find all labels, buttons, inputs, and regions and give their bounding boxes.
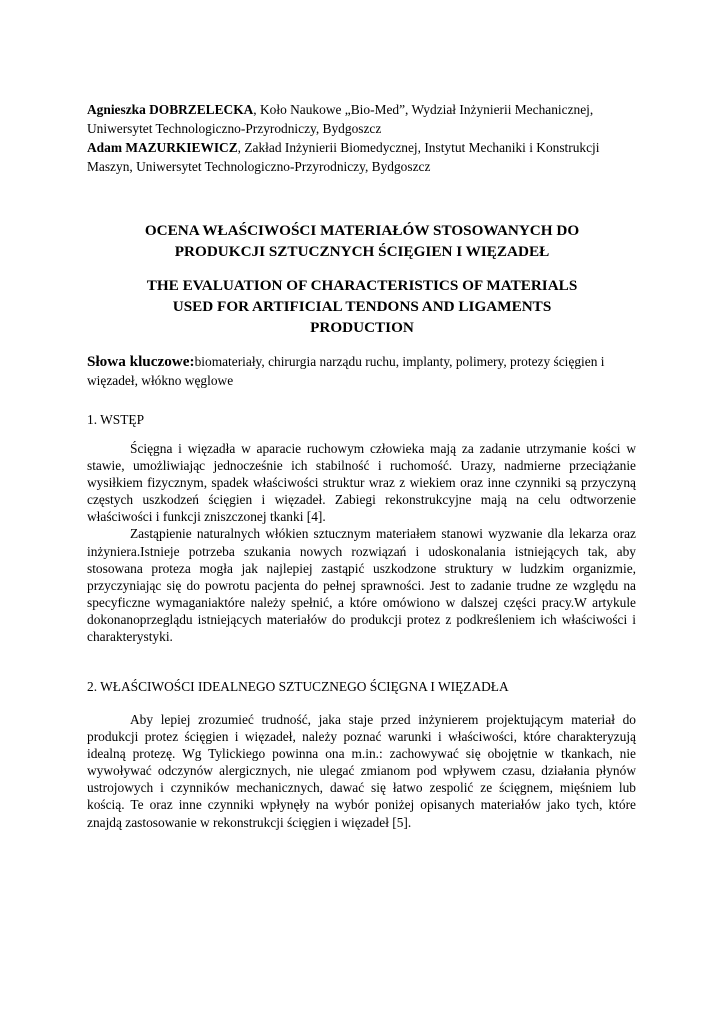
section-2-paragraph-1: Aby lepiej zrozumieć trudność, jaka staje przed inżynierem projektującym materiał do produkcji protez ścięgien i więzadeł, należy poznać warunki i właściwości, które charakteryzują idealną protezę. Wg Tylickiego powinna ona m.in.: zachowywać się obojętnie w tkankach, nie wywoływać odczynów alergicznych, nie ulegać zmianom pod wpływem czasu, działania płynów ustrojowych i czynników mechanicznych, dawać się łatwo zespolić ze ścięgnem, mięśniem lub kością. Te oraz inne czynniki wpłynęły na wybór poniżej opisanych materiałów jako tych, które znajdą zastosowanie w rekonstrukcji ścięgien i więzadeł [5]. xyxy=(87,712,636,830)
title-polish xyxy=(60,220,664,262)
author-name-1: Agnieszka DOBRZELECKA xyxy=(87,102,254,117)
section-1-paragraph-2: Zastąpienie naturalnych włókien sztucznym materiałem stanowi wyzwanie dla lekarza oraz inżyniera.Istnieje potrzeba szukania nowych rozwiązań i udoskonalania istniejących tak, aby stosowana proteza mogła jak najlepiej zastąpić uszkodzone struktury w ludzkim organizmie, przyczyniając się do powrotu pacjenta do pełnej sprawności. Jest to zadanie trudne ze względu na specyficzne wymaganiaktóre należy spełnić, a które omówiono w dalszej części pracy.W artykule dokonanoprzeglądu istniejących materiałów do produkcji protez z podkreśleniem ich właściwości i charakterystyki. xyxy=(87,526,636,645)
title-polish-line-2: PRODUKCJI SZTUCZNYCH ŚCIĘGIEN I WIĘZADEŁ xyxy=(174,243,550,260)
keywords xyxy=(87,352,647,390)
section-1-heading: 1. WSTĘP xyxy=(87,412,145,427)
section-1-body xyxy=(87,440,636,645)
affiliation-text-1: , Koło Naukowe „Bio-Med”, Wydział Inżynierii Mechanicznej, Uniwersytet Technologiczno-Przyrodniczy, Bydgoszcz xyxy=(87,102,594,136)
affiliation-text-2: , Zakład Inżynierii Biomedycznej, Instytut Mechaniki i Konstrukcji Maszyn, Uniwersytet Technologiczno-Przyrodniczy, Bydgoszcz xyxy=(87,140,600,174)
keywords-text: biomateriały, chirurgia narządu ruchu, implanty, polimery, protezy ścięgien i więzadeł, włókno węglowe xyxy=(87,354,605,388)
author-affiliations xyxy=(87,100,647,176)
title-polish-line-1: OCENA WŁAŚCIWOŚCI MATERIAŁÓW STOSOWANYCH DO xyxy=(144,222,580,239)
section-2-heading: 2. WŁAŚCIWOŚCI IDEALNEGO SZTUCZNEGO ŚCIĘGNA I WIĘZADŁA xyxy=(87,679,509,694)
title-english xyxy=(60,275,664,338)
title-english-line-2: USED FOR ARTIFICIAL TENDONS AND LIGAMENTS xyxy=(172,298,552,315)
affiliation-2 xyxy=(87,138,647,176)
title-english-line-3: PRODUCTION xyxy=(310,319,414,336)
section-1-paragraph-1: Ścięgna i więzadła w aparacie ruchowym człowieka mają za zadanie utrzymanie kości w stawie, umożliwiając jednocześnie ich stabilność i ruchomość. Urazy, nadmierne przeciążanie wysiłkiem fizycznym, spadek właściwości struktur wraz z wiekiem oraz inne czynniki są przyczyną częstych uszkodzeń ścięgien i więzadeł. Zabiegi rekonstrukcyjne mają na celu odtworzenie właściwości i funkcji zniszczonej tkanki [4]. xyxy=(87,441,636,525)
title-english-line-1: THE EVALUATION OF CHARACTERISTICS OF MATERIALS xyxy=(146,277,578,294)
keywords-label: Słowa kluczowe: xyxy=(87,353,195,370)
author-name-2: Adam MAZURKIEWICZ xyxy=(87,140,238,155)
affiliation-1 xyxy=(87,100,647,138)
section-2-body xyxy=(87,711,636,831)
